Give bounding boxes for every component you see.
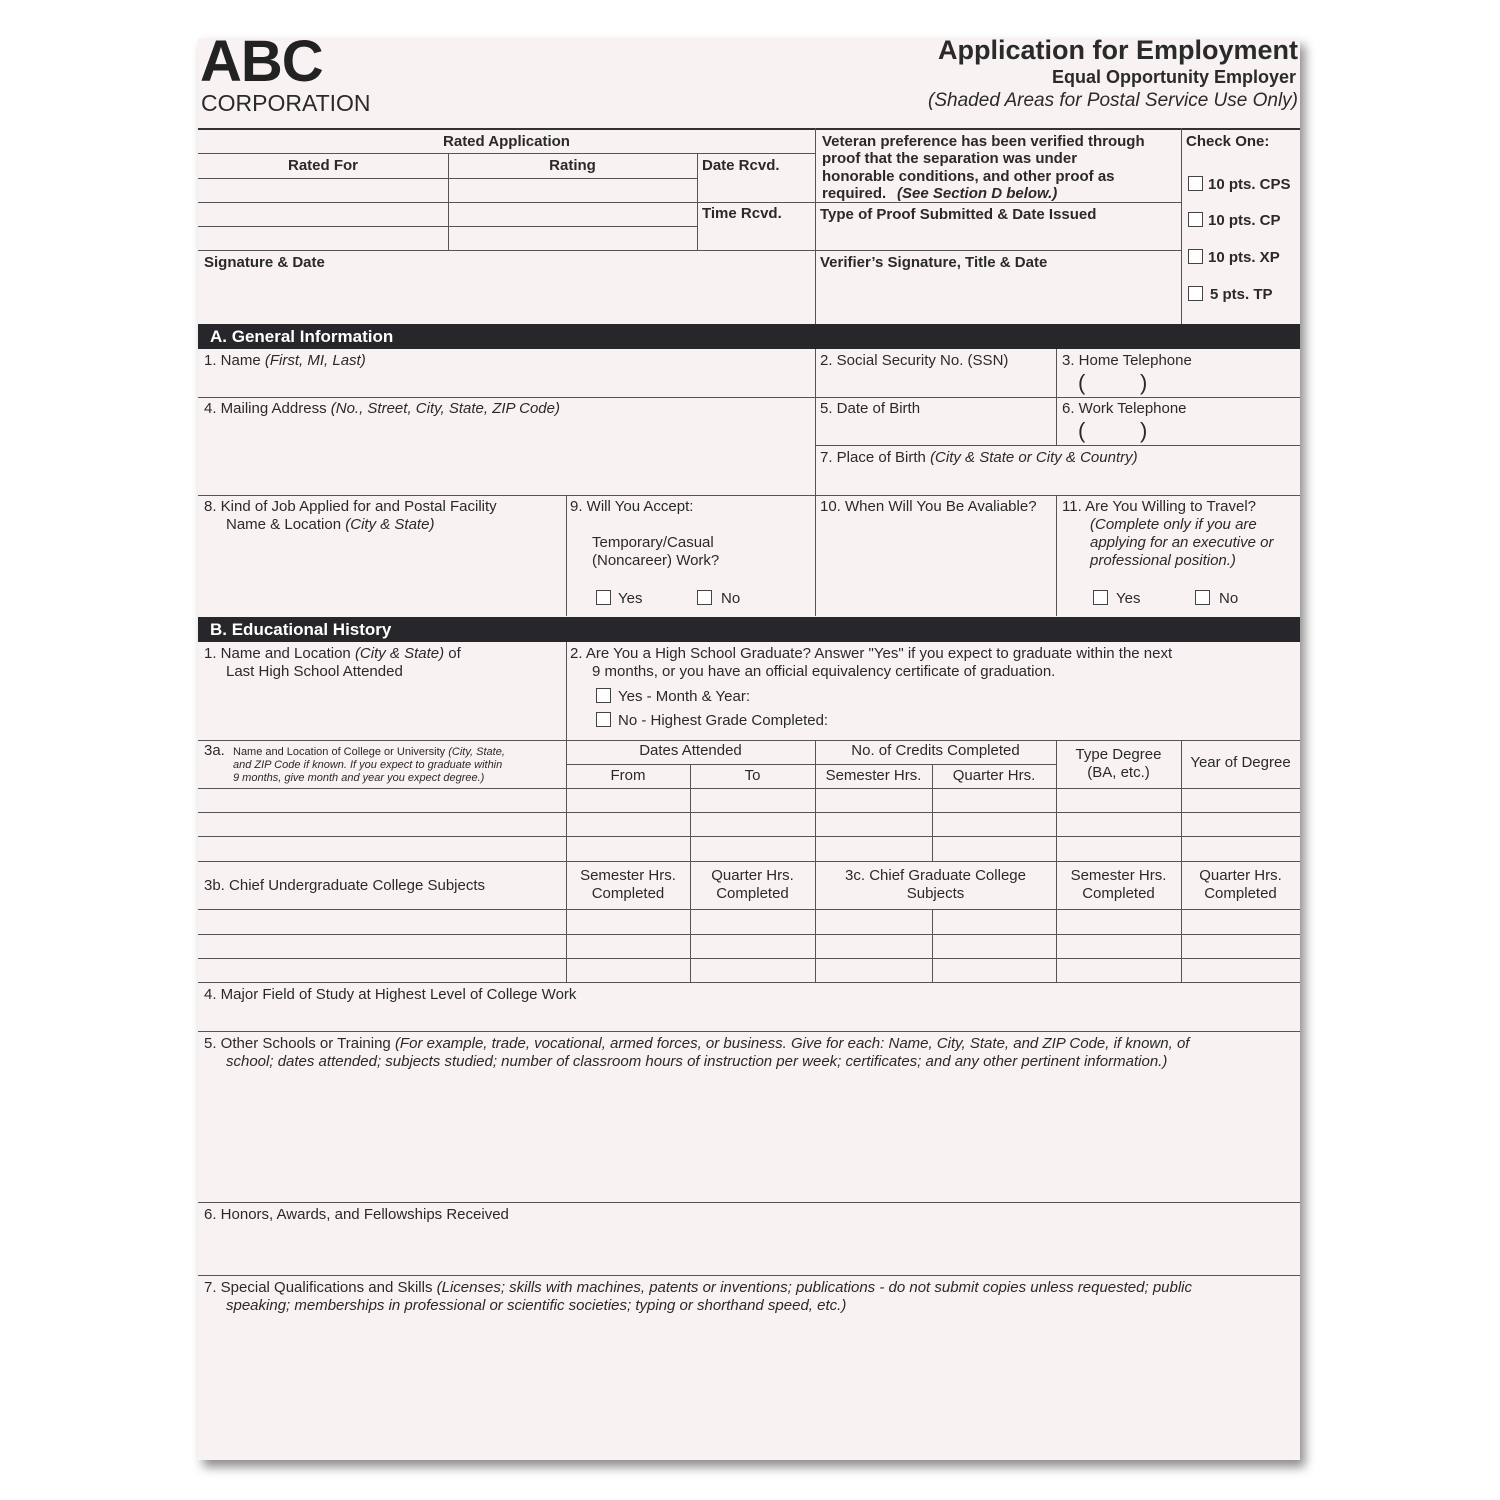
form-title: Application for Employment	[937, 35, 1298, 65]
form-note: (Shaded Areas for Postal Service Use Only)	[928, 90, 1298, 111]
place-of-birth-label: 7. Place of Birth (City & State or City & Country)	[820, 449, 1138, 466]
rated-application-heading: Rated Application	[443, 133, 570, 150]
type-degree-label-1: Type Degree	[1075, 746, 1162, 763]
grad-semester-label-2: Completed	[1082, 885, 1155, 902]
quarter-hrs-label: Quarter Hrs.	[952, 767, 1036, 784]
rating-label: Rating	[549, 157, 596, 174]
application-form	[198, 29, 1300, 1460]
ssn-label: 2. Social Security No. (SSN)	[820, 352, 1009, 369]
date-received-label: Date Rcvd.	[702, 157, 780, 174]
grad-quarter-label-2: Completed	[1204, 885, 1277, 902]
credits-completed-label: No. of Credits Completed	[851, 742, 1020, 759]
home-telephone-label: 3. Home Telephone	[1062, 352, 1192, 369]
date-of-birth-label: 5. Date of Birth	[820, 400, 921, 417]
undergrad-subjects-label: 3b. Chief Undergraduate College Subjects	[204, 877, 486, 894]
ug-quarter-label-1: Quarter Hrs.	[711, 867, 794, 884]
semester-hrs-label: Semester Hrs.	[825, 767, 922, 784]
hs-yes-label: Yes - Month & Year:	[618, 688, 751, 705]
verifier-signature-label: Verifier’s Signature, Title & Date	[820, 254, 1048, 271]
section-a-header: A. General Information	[198, 324, 1300, 349]
special-skills-label-2: speaking; memberships in professional or scientific societies; typing or shorthand speed, etc.)	[226, 1297, 847, 1314]
college-label-3: 9 months, give month and year you expect degree.)	[233, 772, 485, 784]
option-10-cps: 10 pts. CPS	[1208, 176, 1291, 193]
hs-yes-checkbox[interactable]	[596, 688, 611, 703]
college-label-num: 3a.	[204, 742, 225, 759]
travel-yes-checkbox[interactable]	[1093, 590, 1108, 605]
travel-no-label: No	[1219, 590, 1239, 607]
hs-graduate-label-2: 9 months, or you have an official equivalency certificate of graduation.	[592, 663, 1056, 680]
proof-type-label: Type of Proof Submitted & Date Issued	[820, 206, 1097, 223]
company-name: CORPORATION	[201, 90, 371, 116]
ug-quarter-label-2: Completed	[716, 885, 789, 902]
travel-no-checkbox[interactable]	[1195, 590, 1210, 605]
availability-label: 10. When Will You Be Avaliable?	[820, 498, 1037, 515]
accept-yes-checkbox[interactable]	[596, 590, 611, 605]
job-applied-label-2: Name & Location (City & State)	[226, 516, 435, 533]
veteran-text-1: Veteran preference has been verified through	[822, 133, 1145, 150]
hs-no-label: No - Highest Grade Completed:	[618, 712, 829, 729]
veteran-text-2: proof that the separation was under	[822, 150, 1078, 167]
accept-no-label: No	[721, 590, 741, 607]
college-label-1: Name and Location of College or University (City, State,	[233, 746, 505, 758]
job-applied-label-1: 8. Kind of Job Applied for and Postal Facility	[204, 498, 497, 515]
name-label: 1. Name (First, MI, Last)	[204, 352, 366, 369]
travel-note-2: applying for an executive or	[1090, 534, 1274, 551]
veteran-text-4a: required.	[822, 185, 887, 202]
travel-label: 11. Are You Willing to Travel?	[1062, 498, 1257, 515]
major-field-label: 4. Major Field of Study at Highest Level of College Work	[204, 986, 577, 1003]
hs-no-checkbox[interactable]	[596, 712, 611, 727]
travel-yes-label: Yes	[1116, 590, 1141, 607]
will-accept-label: 9. Will You Accept:	[570, 498, 694, 515]
time-received-label: Time Rcvd.	[702, 205, 782, 222]
hs-graduate-label-1: 2. Are You a High School Graduate? Answer "Yes" if you expect to graduate within the next	[570, 645, 1173, 662]
checkbox-5-tp[interactable]	[1188, 286, 1203, 301]
ug-semester-label-2: Completed	[591, 885, 665, 902]
year-degree-label: Year of Degree	[1190, 754, 1291, 771]
form-subtitle: Equal Opportunity Employer	[1051, 67, 1296, 87]
honors-label: 6. Honors, Awards, and Fellowships Received	[204, 1206, 509, 1223]
other-schools-label-1: 5. Other Schools or Training (For example, trade, vocational, armed forces, or business. Give for each: Name, City, State, and ZIP Code, if known, of	[204, 1035, 1190, 1052]
special-skills-label-1: 7. Special Qualifications and Skills (Licenses; skills with machines, patents or inventions; publications - do not submit copies unless requested; public	[204, 1279, 1193, 1296]
option-5-tp: 5 pts. TP	[1210, 286, 1273, 303]
veteran-text-4b: (See Section D below.)	[897, 185, 1058, 202]
home-telephone-area-open: (	[1078, 370, 1086, 395]
home-telephone-area-close: )	[1140, 370, 1148, 395]
check-one-label: Check One:	[1186, 133, 1270, 150]
other-schools-label-2: school; dates attended; subjects studied; number of classroom hours of instruction per week; certificates; and any other pertinent information.)	[226, 1053, 1168, 1070]
mailing-address-label: 4. Mailing Address (No., Street, City, State, ZIP Code)	[204, 400, 560, 417]
grad-subjects-label-1: 3c. Chief Graduate College	[845, 867, 1026, 884]
veteran-text-3: honorable conditions, and other proof as	[822, 168, 1115, 185]
temporary-casual-label: Temporary/Casual	[592, 534, 714, 551]
checkbox-10-xp[interactable]	[1188, 249, 1203, 264]
option-10-xp: 10 pts. XP	[1208, 249, 1280, 266]
college-label-2: and ZIP Code if known. If you expect to graduate within	[233, 759, 503, 771]
accept-no-checkbox[interactable]	[697, 590, 712, 605]
work-telephone-area-open: (	[1078, 418, 1086, 443]
work-telephone-label: 6. Work Telephone	[1062, 400, 1187, 417]
from-label: From	[610, 767, 646, 784]
ug-semester-label-1: Semester Hrs.	[580, 867, 676, 884]
type-degree-label-2: (BA, etc.)	[1087, 764, 1150, 781]
high-school-label-2: Last High School Attended	[226, 663, 403, 680]
noncareer-work-label: (Noncareer) Work?	[592, 552, 720, 569]
signature-date-label: Signature & Date	[204, 254, 325, 271]
dates-attended-label: Dates Attended	[639, 742, 742, 759]
rated-for-label: Rated For	[287, 157, 358, 174]
section-b-header: B. Educational History	[198, 617, 1300, 642]
checkbox-10-cp[interactable]	[1188, 212, 1203, 227]
travel-note-3: professional position.)	[1090, 552, 1236, 569]
accept-yes-label: Yes	[618, 590, 643, 607]
high-school-label-1: 1. Name and Location (City & State) of	[204, 645, 461, 662]
to-label: To	[744, 767, 761, 784]
grad-semester-label-1: Semester Hrs.	[1070, 867, 1167, 884]
company-logo: ABC	[200, 29, 323, 94]
grad-quarter-label-1: Quarter Hrs.	[1199, 867, 1282, 884]
work-telephone-area-close: )	[1140, 418, 1148, 443]
option-10-cp: 10 pts. CP	[1208, 212, 1281, 229]
grad-subjects-label-2: Subjects	[906, 885, 965, 902]
travel-note-1: (Complete only if you are	[1090, 516, 1257, 533]
checkbox-10-cps[interactable]	[1188, 176, 1203, 191]
